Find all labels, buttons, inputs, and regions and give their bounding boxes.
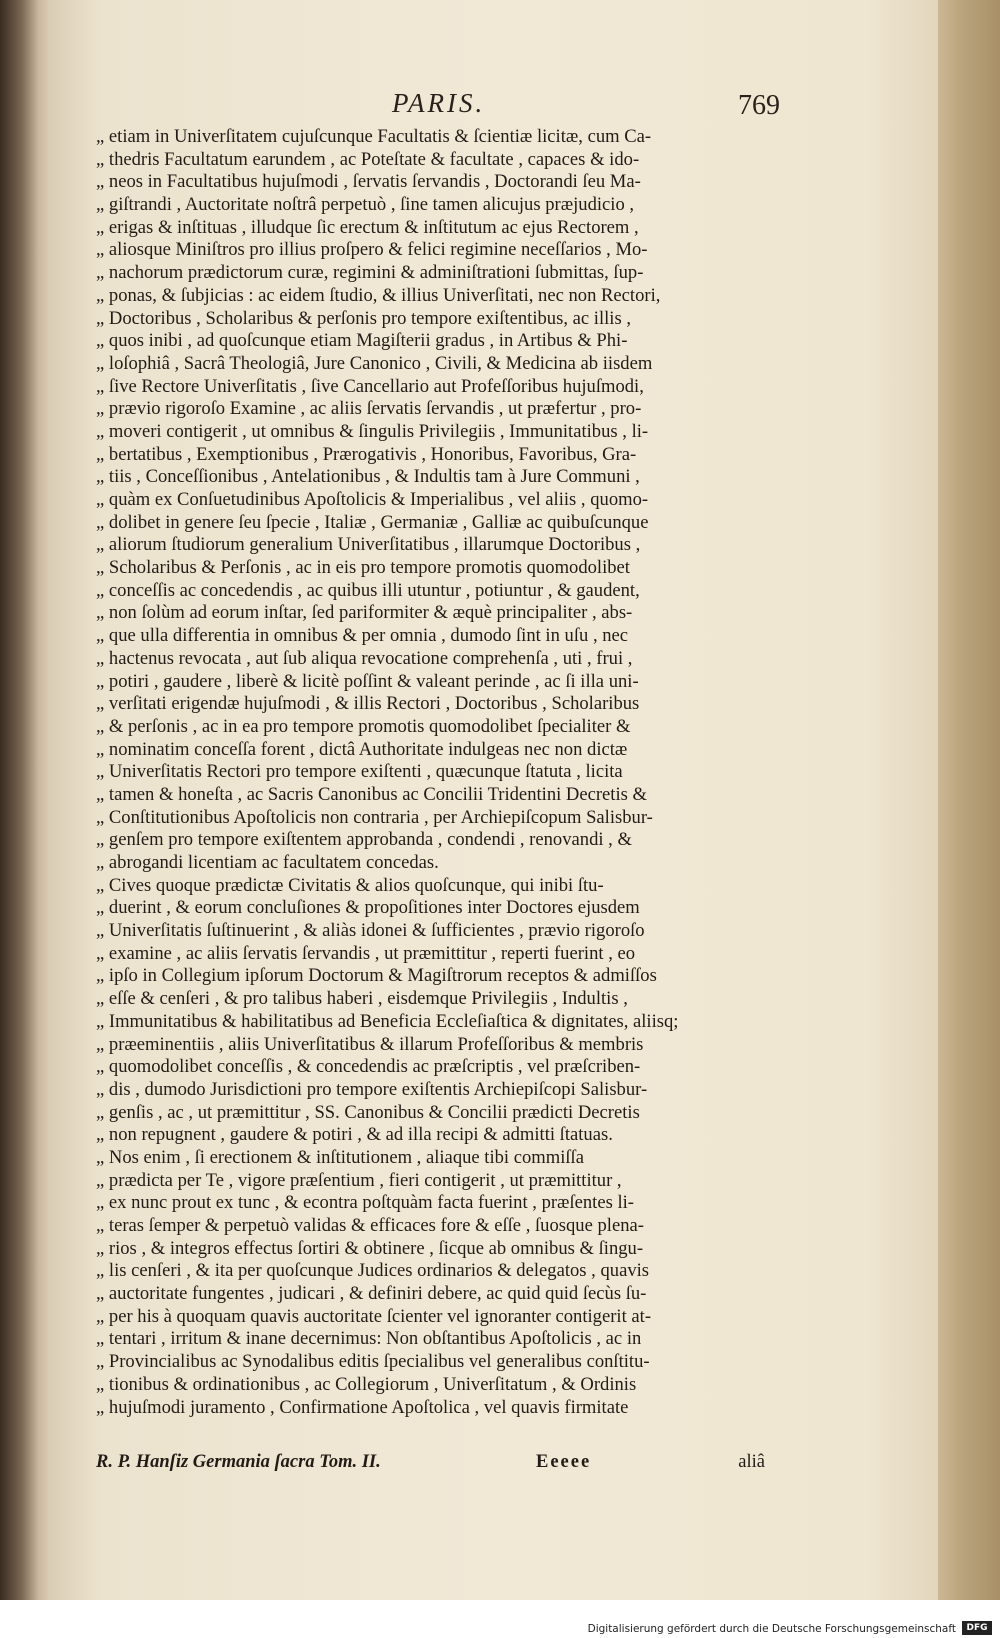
text-line: „ ponas, & ſubjicias : ac eidem ſtudio, & illius Univerſitati, nec non Rectori, — [96, 284, 661, 306]
text-line: „ erigas & inſtituas , illudque ſic erectum & inſtitutum ac ejus Rectorem , — [96, 216, 639, 238]
text-line: „ verſitati erigendæ hujuſmodi , & illis Rectori , Doctoribus , Scholaribus — [96, 693, 640, 715]
text-line: „ Cives quoque prædictæ Civitatis & alios quoſcunque, qui inibi ſtu- — [96, 874, 604, 896]
text-line: „ per his à quoquam quavis auctoritate ſcienter vel ignoranter contigerit at- — [96, 1305, 652, 1327]
signature-mark: Eeeee — [536, 1452, 592, 1472]
text-line: „ eſſe & cenſeri , & pro talibus haberi , eisdemque Privilegiis , Indultis , — [96, 988, 628, 1010]
text-line: „ ſive Rectore Univerſitatis , ſive Cancellario aut Profeſſoribus hujuſmodi, — [96, 375, 644, 397]
text-line: „ auctoritate fungentes , judicari , & definiri debere, ac quid quid ſecùs ſu- — [96, 1283, 647, 1305]
text-line: „ quos inibi , ad quoſcunque etiam Magiſterii gradus , in Artibus & Phi- — [96, 330, 628, 352]
signature-note: R. P. Hanſiz Germania ſacra Tom. II. — [96, 1452, 381, 1472]
text-line: „ aliosque Miniſtros pro illius proſpero & felici regimine neceſſarios , Mo- — [96, 239, 648, 261]
text-line: „ dolibet in genere ſeu ſpecie , Italiæ , Germaniæ , Galliæ ac quibuſcunque — [96, 511, 649, 533]
text-line: „ Immunitatibus & habilitatibus ad Beneficia Eccleſiaſtica & dignitates, aliisq; — [96, 1010, 679, 1032]
text-line: „ genſis , ac , ut præmittitur , SS. Canonibus & Concilii prædicti Decretis — [96, 1101, 640, 1123]
text-line: „ que ulla differentia in omnibus & per omnia , dumodo ſint in uſu , nec — [96, 625, 629, 647]
text-line: „ Univerſitatis Rectori pro tempore exiſtenti , quæcunque ſtatuta , licita — [96, 761, 623, 783]
book-spine — [0, 0, 48, 1600]
text-line: „ hactenus revocata , aut ſub aliqua revocatione comprehenſa , uti , frui , — [96, 647, 633, 669]
text-line: „ & perſonis , ac in ea pro tempore promotis quomodolibet ſpecialiter & — [96, 715, 631, 737]
text-line: „ tiis , Conceſſionibus , Antelationibus , & Indultis tam à Jure Communi , — [96, 466, 640, 488]
text-line: „ genſem pro tempore exiſtentem approbanda , condendi , renovandi , & — [96, 829, 632, 851]
text-line: „ Univerſitatis ſuſtinuerint , & aliàs idonei & ſufficientes , prævio rigoroſo — [96, 920, 645, 942]
text-line: „ loſophiâ , Sacrâ Theologiâ, Jure Canonico , Civili, & Medicina ab iisdem — [96, 352, 653, 374]
text-line: „ aliorum ſtudiorum generalium Univerſitatibus , illarumque Doctoribus , — [96, 534, 641, 556]
text-line: „ examine , ac aliis ſervatis ſervandis , ut præmittitur , reperti fuerint , eo — [96, 942, 636, 964]
text-line: „ quàm ex Conſuetudinibus Apoſtolicis & Imperialibus , vel aliis , quomo- — [96, 489, 649, 510]
text-line: „ tentari , irritum & inane decernimus: Non obſtantibus Apoſtolicis , ac in — [96, 1328, 642, 1350]
text-line: „ neos in Facultatibus hujuſmodi , ſervatis ſervandis , Doctorandi ſeu Ma- — [96, 171, 641, 193]
text-line: „ dis , dumodo Jurisdictioni pro tempore exiſtentis Archiepiſcopi Salisbur- — [96, 1078, 648, 1100]
text-line: „ moveri contigerit , ut omnibus & ſingulis Privilegiis , Immunitatibus , li- — [96, 420, 649, 442]
text-line: „ præeminentiis , aliis Univerſitatibus & illarum Profeſſoribus & membris — [96, 1033, 644, 1055]
text-line: „ non repugnent , gaudere & potiri , & ad illa recipi & admitti ſtatuas. — [96, 1124, 613, 1146]
text-line: „ etiam in Univerſitatem cujuſcunque Facultatis & ſcientiæ licitæ, cum Ca- — [96, 126, 652, 147]
text-line: „ Scholaribus & Perſonis , ac in eis pro tempore promotis quomodolibet — [96, 557, 630, 579]
text-line: „ thedris Facultatum earundem , ac Poteſtate & facultate , capaces & ido- — [96, 148, 640, 170]
catchword: aliâ — [738, 1452, 765, 1472]
page-edge — [938, 0, 1000, 1600]
text-line: „ Doctoribus , Scholaribus & perſonis pro tempore exiſtentibus, ac illis , — [96, 307, 631, 329]
text-line: „ teras ſemper & perpetuò validas & efficaces fore & eſſe , ſuosque plena- — [96, 1215, 644, 1236]
text-line: „ duerint , & eorum concluſiones & propoſitiones inter Doctores ejusdem — [96, 897, 640, 919]
text-line: „ abrogandi licentiam ac facultatem concedas. — [96, 852, 439, 873]
text-body — [96, 126, 769, 1419]
credit-text: Digitalisierung gefördert durch die Deutsche Forschungsgemeinschaft — [587, 1623, 956, 1635]
text-line: „ Provincialibus ac Synodalibus editis ſpecialibus vel generalibus conſtitu- — [96, 1351, 650, 1373]
text-line: „ tionibus & ordinationibus , ac Collegiorum , Univerſitatum , & Ordinis — [96, 1373, 637, 1395]
text-line: „ lis cenſeri , & ita per quoſcunque Judices ordinarios & delegatos , quavis — [96, 1260, 650, 1282]
text-line: „ rios , & integros effectus ſortiri & obtinere , ſicque ab omnibus & ſingu- — [96, 1237, 644, 1259]
text-line: „ giſtrandi , Auctoritate noſtrâ perpetuò , ſine tamen alicujus præjudicio , — [96, 194, 635, 216]
text-line: „ ex nunc prout ex tunc , & econtra poſtquàm facta fuerint , præſentes li- — [96, 1192, 635, 1214]
text-line: „ conceſſis ac concedendis , ac quibus illi utuntur , potiuntur , & gaudent, — [96, 579, 640, 601]
page-footer — [96, 1452, 769, 1478]
dfg-logo: DFG — [962, 1621, 992, 1635]
text-line: „ Nos enim , ſi erectionem & inſtitutionem , aliaque tibi commiſſa — [96, 1146, 584, 1168]
text-line: „ hujuſmodi juramento , Confirmatione Apoſtolica , vel quavis firmitate — [96, 1396, 629, 1418]
text-line: „ prædicta per Te , vigore præſentium , fieri contigerit , ut præmittitur , — [96, 1169, 622, 1191]
text-line: „ prævio rigoroſo Examine , ac aliis ſervatis ſervandis , ut præfertur , pro- — [96, 398, 642, 420]
text-line: „ non ſolùm ad eorum inſtar, ſed pariformiter & æquè principaliter , abs- — [96, 602, 633, 624]
running-head: PARIS. — [392, 88, 486, 118]
text-line: „ bertatibus , Exemptionibus , Prærogativis , Honoribus, Favoribus, Gra- — [96, 443, 637, 465]
text-line: „ ipſo in Collegium ipſorum Doctorum & Magiſtrorum receptos & admiſſos — [96, 965, 657, 987]
text-line: „ Conſtitutionibus Apoſtolicis non contraria , per Archiepiſcopum Salisbur- — [96, 806, 653, 828]
text-line: „ nachorum prædictorum curæ, regimini & adminiſtrationi ſubmittas, ſup- — [96, 262, 644, 284]
page-number: 769 — [738, 90, 780, 121]
text-line: „ tamen & honeſta , ac Sacris Canonibus ac Concilii Tridentini Decretis & — [96, 783, 647, 805]
text-line: „ nominatim conceſſa forent , dictâ Authoritate indulgeas nec non dictæ — [96, 738, 628, 760]
text-line: „ potiri , gaudere , liberè & licitè poſſint & valeant perinde , ac ſi illa uni- — [96, 670, 639, 692]
text-line: „ quomodolibet conceſſis , & concedendis ac præſcriptis , vel præſcriben- — [96, 1056, 641, 1078]
